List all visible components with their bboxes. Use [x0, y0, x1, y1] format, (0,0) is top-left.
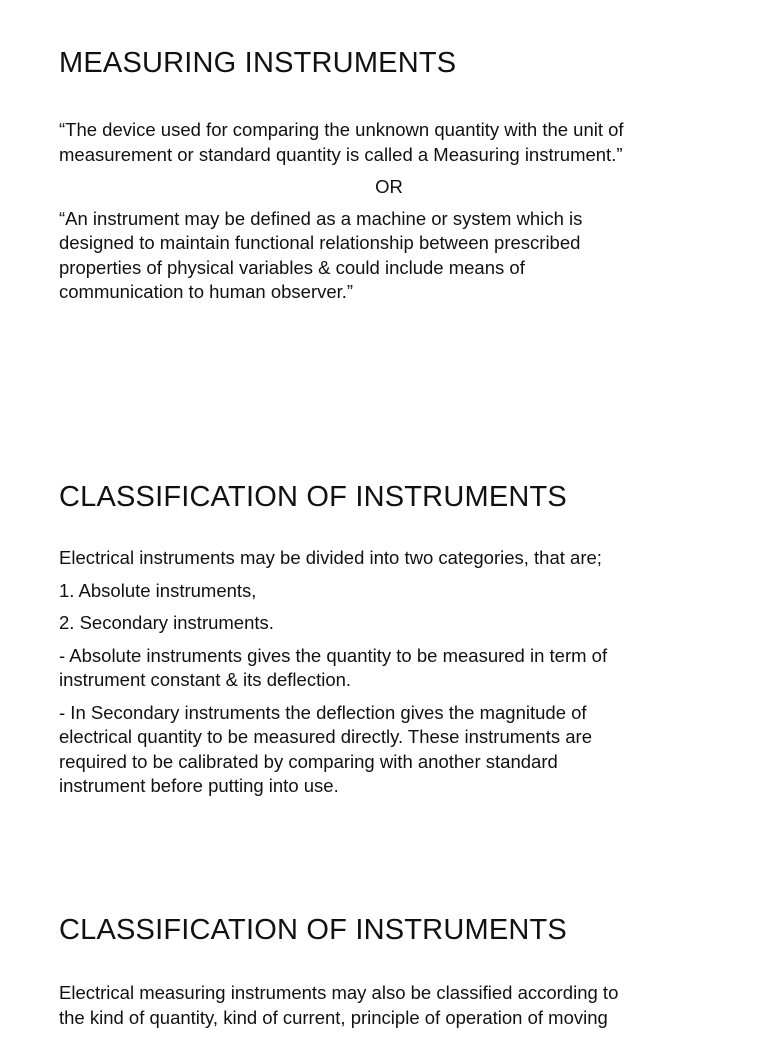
- secondary-instruments-note: [59, 701, 719, 799]
- slide-classification-of-instruments: [59, 478, 719, 807]
- or-separator: OR: [375, 176, 403, 197]
- text-line: electrical quantity to be measured directly. These instruments are: [59, 726, 592, 747]
- intro-paragraph: [59, 981, 719, 1030]
- slide-measuring-instruments: [59, 44, 719, 313]
- intro-paragraph: Electrical instruments may be divided into two categories, that are;: [59, 547, 602, 568]
- list-item: 2. Secondary instruments.: [59, 612, 274, 633]
- text-line: properties of physical variables & could include means of: [59, 256, 525, 278]
- text-line: “An instrument may be defined as a machine or system which is: [59, 207, 583, 229]
- slide-classification-of-instruments-continued: [59, 911, 719, 1038]
- text-line: instrument before putting into use.: [59, 775, 339, 796]
- text-line: required to be calibrated by comparing with another standard: [59, 750, 558, 772]
- text-line: designed to maintain functional relationship between prescribed: [59, 232, 581, 253]
- definition-paragraph-2: [59, 207, 719, 305]
- text-line: Electrical measuring instruments may also be classified according to: [59, 982, 619, 1003]
- slide-title: MEASURING INSTRUMENTS: [59, 47, 457, 79]
- text-line: communication to human observer.”: [59, 281, 354, 302]
- list-item: 1. Absolute instruments,: [59, 579, 257, 601]
- text-line: “The device used for comparing the unknown quantity with the unit of: [59, 119, 624, 140]
- text-line: instrument constant & its deflection.: [59, 669, 352, 690]
- absolute-instruments-note: [59, 644, 719, 693]
- definition-paragraph-1: [59, 118, 719, 167]
- text-line: the kind of quantity, kind of current, principle of operation of moving: [59, 1006, 608, 1028]
- text-line: - Absolute instruments gives the quantity to be measured in term of: [59, 644, 608, 666]
- text-line: - In Secondary instruments the deflection gives the magnitude of: [59, 701, 587, 723]
- slide-title: CLASSIFICATION OF INSTRUMENTS: [59, 914, 567, 946]
- slide-title: CLASSIFICATION OF INSTRUMENTS: [59, 481, 567, 513]
- text-line: measurement or standard quantity is called a Measuring instrument.”: [59, 143, 623, 165]
